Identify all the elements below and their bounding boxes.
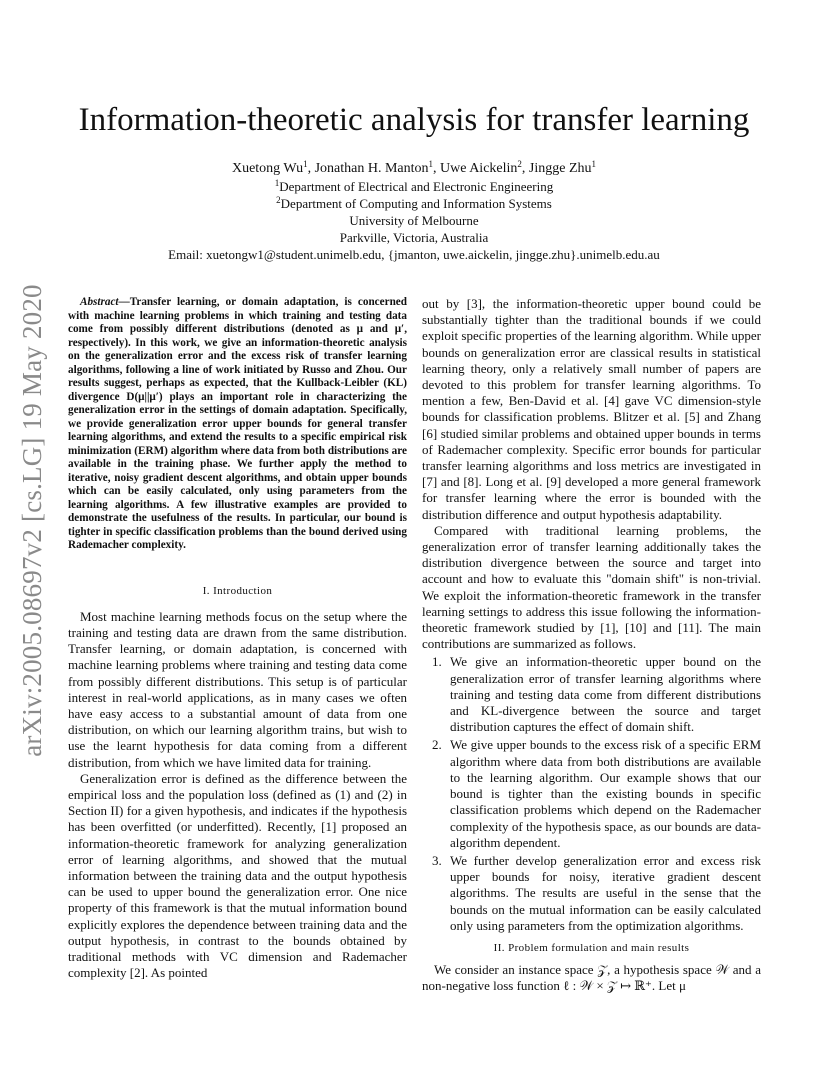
abstract — [68, 296, 407, 553]
right-column — [422, 296, 761, 995]
abstract-label: Abstract — [80, 296, 119, 308]
email-line: Email: xuetongw1@student.unimelb.edu, {jmanton, uwe.aickelin, jingge.zhu}.unimelb.edu.au — [168, 247, 660, 262]
author-4: Jingge Zhu$^1$ — [528, 159, 597, 176]
author-1: Xuetong Wu$^1$ — [231, 159, 308, 176]
contributions-list — [422, 654, 761, 933]
section-title-problem-formulation: II. Problem formulation and main results — [493, 941, 690, 954]
affiliation-1: $^1$Department of Electrical and Electronic Engineering — [274, 178, 554, 194]
author-2: Jonathan H. Manton$^1$ — [314, 159, 434, 176]
list-item: 1. We give an information-theoretic upper bound on the generalization error of transfer learning algorithms where training and testing data come from different distributions and KL-divergence between the source and target distribution captures the effect of domain shift. — [432, 654, 761, 735]
arxiv-id: arXiv:2005.08697v2 [cs.LG] 19 May 2020 — [16, 283, 47, 757]
section-title-introduction: I. Introduction — [202, 584, 273, 597]
university: University of Melbourne — [349, 213, 479, 228]
left-column — [68, 296, 407, 981]
author-3: Uwe Aickelin$^2$ — [440, 159, 522, 176]
intro-paragraph-1: Most machine learning methods focus on the setup where the training and testing data are drawn from the same distribution. Transfer learning, or domain adaptation, is concerned with machine learning problems where training and testing data come from possibly different distributions. This setup is of particular interest in real-world applications, as in many cases we often have easy access to a substantial amount of data from one distribution, on which our learning algorithm trains, but wish to use the learnt hypothesis for data coming from a different distribution, from which we have limited data for training. — [68, 608, 407, 770]
list-item: 2. We give upper bounds to the excess risk of a specific ERM algorithm where data from both distributions are available to the learning algorithm. Our example shows that our bound is tighter than the existing bounds in specific classification problems which depend on the Rademacher complexity of the hypothesis space, as our bounds are data-algorithm dependent. — [432, 737, 761, 850]
right-paragraph-2: Compared with traditional learning problems, the generalization error of transfer learning additionally takes the distribution divergence between the source and target into account and how to evaluate this "domain shift" is non-trivial. We exploit the information-theoretic framework in the transfer learning settings to address this issue following the information-theoretic framework studied by [1], [10] and [11]. The main contributions are summarized as follows. — [422, 522, 761, 652]
section2-paragraph-1: We consider an instance space 𝒵, a hypothesis space 𝒲 and a non-negative loss function ℓ : 𝒲 × 𝒵 ↦ ℝ⁺. Let μ — [422, 962, 761, 994]
paper-title: Information-theoretic analysis for transfer learning — [78, 102, 750, 138]
list-item: 3. We further develop generalization error and excess risk upper bounds for noisy, iterative gradient descent algorithms. The results are useful in the sense that the bounds on the mutual information can be easily calculated only using parameters from the optimization algorithms. — [432, 852, 761, 933]
affiliation-2: $^2$Department of Computing and Information Systems — [276, 195, 552, 211]
intro-paragraph-2: Generalization error is defined as the difference between the empirical loss and the population loss (defined as (1) and (2) in Section II) for a given hypothesis, and indicates if the hypothesis has been overfitted (or underfitted). Recently, [1] proposed an information-theoretic framework for analyzing generalization error of learning algorithms, and showed that the mutual information between the training data and the output hypothesis can be used to upper bound the generalization error. One nice property of this framework is that the mutual information bound explicitly explores the dependence between training data and the output hypothesis, in contrast to the bounds obtained by traditional methods with VC dimension and Rademacher complexity [2]. As pointed — [68, 770, 407, 981]
author-list: Xuetong Wu$^1$, Jonathan H. Manton$^1$, Uwe Aickelin$^2$, Jingge Zhu$^1$ — [231, 159, 597, 176]
arxiv-stamp — [14, 282, 50, 758]
right-paragraph-1: out by [3], the information-theoretic upper bound could be substantially tighter than the traditional bounds if we could exploit specific properties of the learning algorithm. While upper bounds on generalization error are classical results in statistical learning theory, only a relatively small number of papers are devoted to this problem for transfer learning algorithms. To mention a few, Ben-David et al. [4] gave VC dimension-style bounds for classification problems. Blitzer et al. [5] and Zhang [6] studied similar problems and obtained upper bounds in terms of Rademacher complexity. Specific error bounds for particular transfer learning algorithms and loss metrics are investigated in [7] and [8]. Long et al. [9] developed a more general framework for transfer learning where the error is bounded with the distribution difference and output hypothesis adaptability. — [422, 296, 761, 522]
abstract-text: —Transfer learning, or domain adaptation, is concerned with machine learning problems in which training and testing data come from possibly different distributions (denoted as μ and μ′, respectively). In this work, we give an information-theoretic analysis on the generalization error and the excess risk of transfer learning algorithms, following a line of work initiated by Russo and Zhou. Our results suggest, perhaps as expected, that the Kullback-Leibler (KL) divergence D(μ||μ′) plays an important role in characterizing the generalization error in the settings of domain adaptation. Specifically, we provide generalization error upper bounds for general transfer learning algorithms, and extend the results to a specific empirical risk minimization (ERM) algorithm where data from both distributions are available in the training phase. We further apply the method to iterative, noisy gradient descent algorithms, and obtain upper bounds which can be easily calculated, only using parameters from the learning algorithms. A few illustrative examples are provided to demonstrate the usefulness of the results. In particular, our bound is tighter in specific classification problems than the bound derived using Rademacher complexity. — [68, 296, 407, 551]
location: Parkville, Victoria, Australia — [339, 230, 489, 245]
